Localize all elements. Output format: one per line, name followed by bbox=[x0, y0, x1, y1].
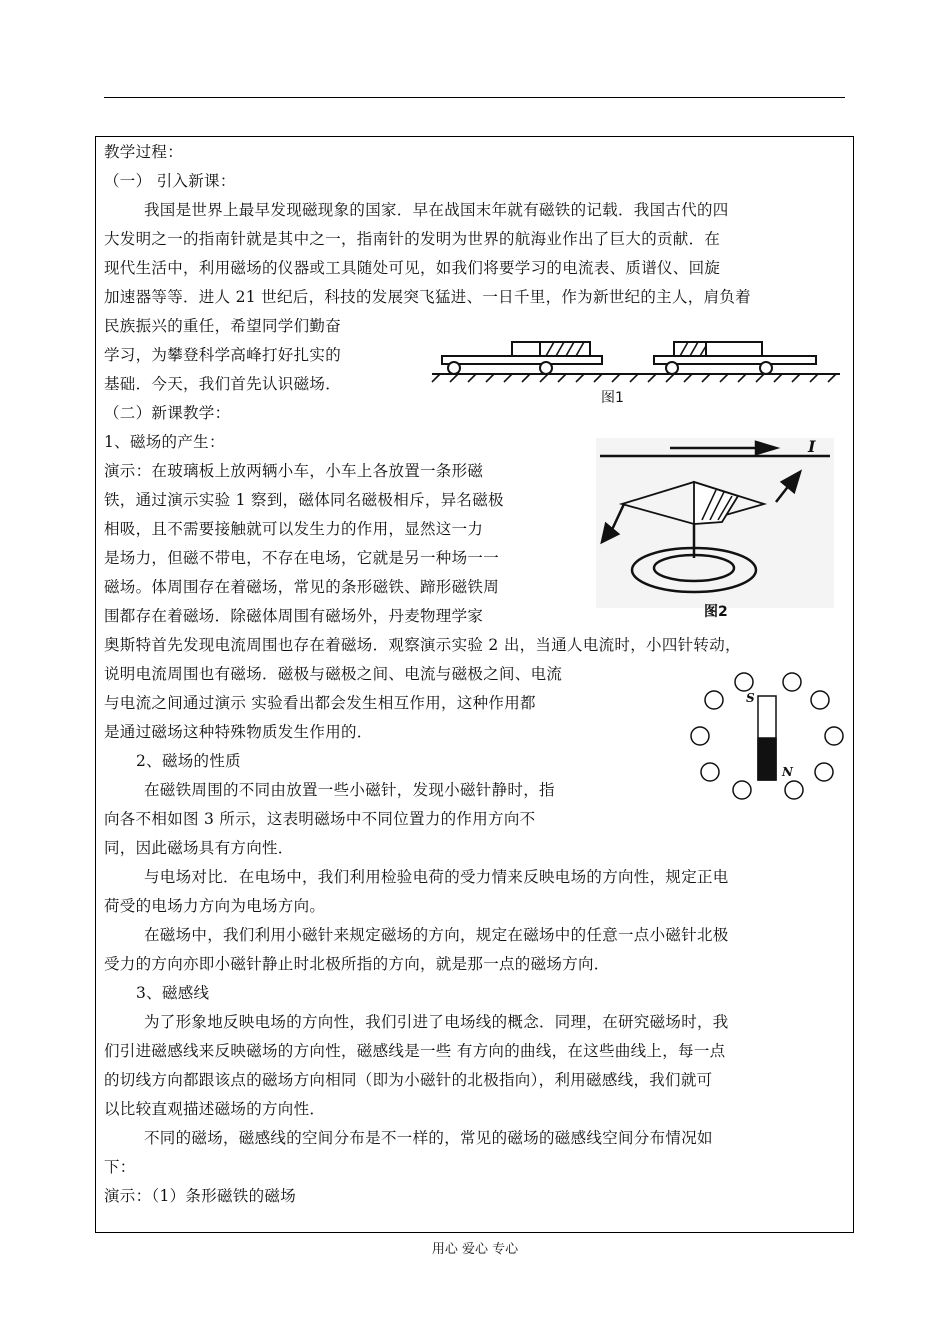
text-line: 相吸，且不需要接触就可以发生力的作用，显然这一力 bbox=[104, 520, 484, 538]
text-line: （二）新课教学： bbox=[104, 404, 231, 422]
text-line: 们引进磁感线来反映磁场的方向性，磁感线是一些 有方向的曲线，在这些曲线上，每一点 bbox=[104, 1042, 726, 1060]
figure-1 bbox=[428, 336, 843, 408]
text-line: 1、磁场的产生： bbox=[104, 433, 225, 451]
text-line: 3、磁感线 bbox=[136, 984, 210, 1002]
text-line: 民族振兴的重任，希望同学们勤奋 bbox=[104, 317, 342, 335]
text-line: 2、磁场的性质 bbox=[136, 752, 241, 770]
text-line: 不同的磁场，磁感线的空间分布是不一样的，常见的磁场的磁感线空间分布情况如 bbox=[144, 1129, 713, 1147]
text-line: 为了形象地反映电场的方向性，我们引进了电场线的概念．同理，在研究磁场时，我 bbox=[144, 1013, 729, 1031]
text-line: 与电流之间通过演示 实验看出都会发生相互作用，这种作用都 bbox=[104, 694, 536, 712]
page-footer: 用心 爱心 专心 bbox=[431, 1242, 519, 1257]
text-line: 受力的方向亦即小磁针静止时北极所指的方向，就是那一点的磁场方向． bbox=[104, 955, 610, 973]
north-pole-label: N bbox=[782, 765, 793, 779]
text-line: 铁，通过演示实验 1 察到，磁体同名磁极相斥，异名磁极 bbox=[104, 491, 504, 509]
text-line: 现代生活中，利用磁场的仪器或工具随处可见，如我们将要学习的电流表、质谱仪、回旋 bbox=[104, 259, 721, 277]
text-line: 是场力，但磁不带电，不存在电场，它就是另一种场一一 bbox=[104, 549, 500, 567]
text-line: 向各不相如图 3 所示，这表明磁场中不同位置力的作用方向不 bbox=[104, 810, 536, 828]
figure-3 bbox=[684, 664, 854, 804]
figure-2 bbox=[594, 430, 838, 622]
text-line: 与电场对比．在电场中，我们利用检验电荷的受力情来反映电场的方向性，规定正电 bbox=[144, 868, 729, 886]
text-line: 演示：（1）条形磁铁的磁场 bbox=[104, 1187, 297, 1205]
text-line: 同，因此磁场具有方向性． bbox=[104, 839, 294, 857]
text-line: 说明电流周围也有磁场．磁极与磁极之间、电流与磁极之间、电流 bbox=[104, 665, 563, 683]
text-line: 学习，为攀登科学高峰打好扎实的 bbox=[104, 346, 342, 364]
south-pole-label: S bbox=[746, 691, 755, 705]
text-line: 在磁场中，我们利用小磁针来规定磁场的方向，规定在磁场中的任意一点小磁针北极 bbox=[144, 926, 729, 944]
figure-2-label: 图2 bbox=[704, 604, 728, 620]
text-line: 磁场。体周围存在着磁场，常见的条形磁铁、蹄形磁铁周 bbox=[104, 578, 500, 596]
text-line: 教学过程： bbox=[104, 143, 184, 161]
text-line: 在磁铁周围的不同由放置一些小磁针，发现小磁针静时，指 bbox=[144, 781, 555, 799]
figure-1-label: 图1 bbox=[601, 390, 624, 406]
text-line: 加速器等等．进人 21 世纪后，科技的发展突飞猛进、一日千里，作为新世纪的主人，肩负着 bbox=[104, 288, 751, 306]
header-rule bbox=[104, 97, 845, 98]
text-line: 围都存在着磁场．除磁体周围有磁场外，丹麦物理学家 bbox=[104, 607, 484, 625]
current-label: I bbox=[808, 437, 816, 456]
text-line: 的切线方向都跟该点的磁场方向相同（即为小磁针的北极指向），利用磁感线，我们就可 bbox=[104, 1071, 713, 1089]
text-line: 我国是世界上最早发现磁现象的国家．早在战国末年就有磁铁的记载．我国古代的四 bbox=[144, 201, 729, 219]
text-line: 以比较直观描述磁场的方向性． bbox=[104, 1100, 326, 1118]
text-line: 荷受的电场力方向为电场方向。 bbox=[104, 897, 326, 915]
text-line: （一） 引入新课： bbox=[104, 172, 236, 190]
text-line: 演示：在玻璃板上放两辆小车，小车上各放置一条形磁 bbox=[104, 462, 484, 480]
text-line: 大发明之一的指南针就是其中之一，指南针的发明为世界的航海业作出了巨大的贡献．在 bbox=[104, 230, 721, 248]
text-line: 是通过磁场这种特殊物质发生作用的． bbox=[104, 723, 373, 741]
text-line: 奥斯特首先发现电流周围也存在着磁场．观察演示实验 2 出，当通人电流时，小四针转动， bbox=[104, 636, 741, 654]
text-line: 基础．今天，我们首先认识磁场． bbox=[104, 375, 342, 393]
text-line: 下： bbox=[104, 1158, 136, 1176]
